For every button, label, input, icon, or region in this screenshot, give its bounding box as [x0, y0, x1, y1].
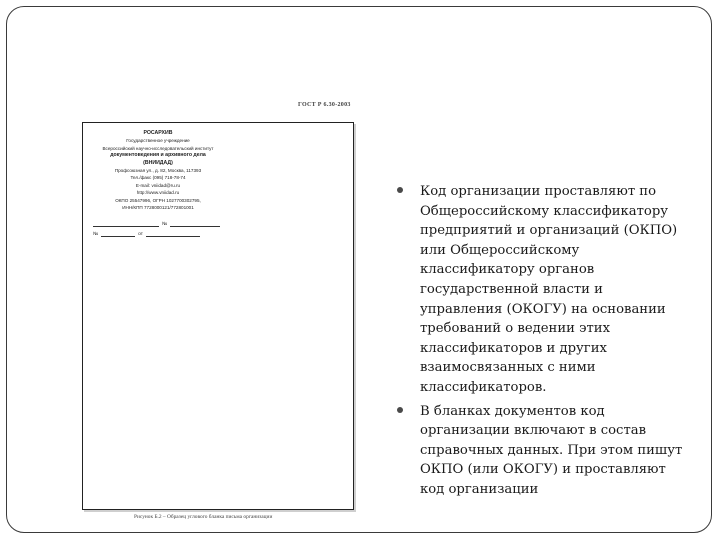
figure-caption: Рисунок Б.2 – Образец углового бланка письма организации: [134, 514, 273, 520]
bullet-dot-icon: [397, 407, 403, 413]
bullet-text: Код организации проставляют по Общероссийскому классификатору предприятий и организаций (ОКПО) или Общероссийскому классификатору органов государственной власти и управления (ОКОГУ) на основании требований о ведении этих классификаторов и других взаимосвязанных с ними классификаторов.: [420, 184, 678, 395]
letterhead: [93, 130, 223, 211]
bullet-item: [397, 400, 687, 498]
bullet-list: [397, 180, 687, 502]
letterhead-line: E-mail: vniidad@ru.ru: [135, 182, 181, 188]
standard-tag: ГОСТ Р 6.30-2003: [298, 102, 351, 108]
reg-number-line: [170, 221, 220, 227]
reg-from-line: [146, 231, 200, 237]
letterhead-line: Профсоюзная ул., д. 82, Москва, 117393: [114, 168, 202, 174]
date-line: [93, 221, 159, 227]
letterhead-line: Государственное учреждение: [126, 138, 190, 144]
letterhead-line: Всероссийский научно-исследовательский институт: [102, 145, 214, 151]
reg-from-label: от: [138, 232, 143, 237]
letter-form-image: [82, 122, 354, 510]
registration-row-2: [93, 231, 200, 237]
letterhead-line: документоведения и архивного дела: [110, 152, 206, 159]
letterhead-line: http://www.vniidad.ru: [136, 190, 180, 196]
reg-on-label: №: [93, 232, 99, 237]
registration-row-1: [93, 221, 220, 227]
letterhead-line: ОКПО 25547996, ОГРН 1027700302795,: [115, 197, 201, 203]
bullet-text: В бланках документов код организации включают в состав справочных данных. При этом пишут ОКПО (или ОКОГУ) и проставляют код организации: [420, 403, 683, 497]
letterhead-line: ИНН/КПП 7728000121/772801001: [122, 205, 194, 211]
bullet-item: [397, 180, 687, 396]
letterhead-line: Тел./факс (095) 718-78-74: [130, 175, 186, 181]
letterhead-line: РОСАРХИВ: [143, 130, 173, 136]
reg-on-line: [101, 231, 135, 237]
reg-number-label: №: [162, 222, 168, 227]
letterhead-line: (ВНИИДАД): [143, 159, 173, 166]
bullet-dot-icon: [397, 187, 403, 193]
